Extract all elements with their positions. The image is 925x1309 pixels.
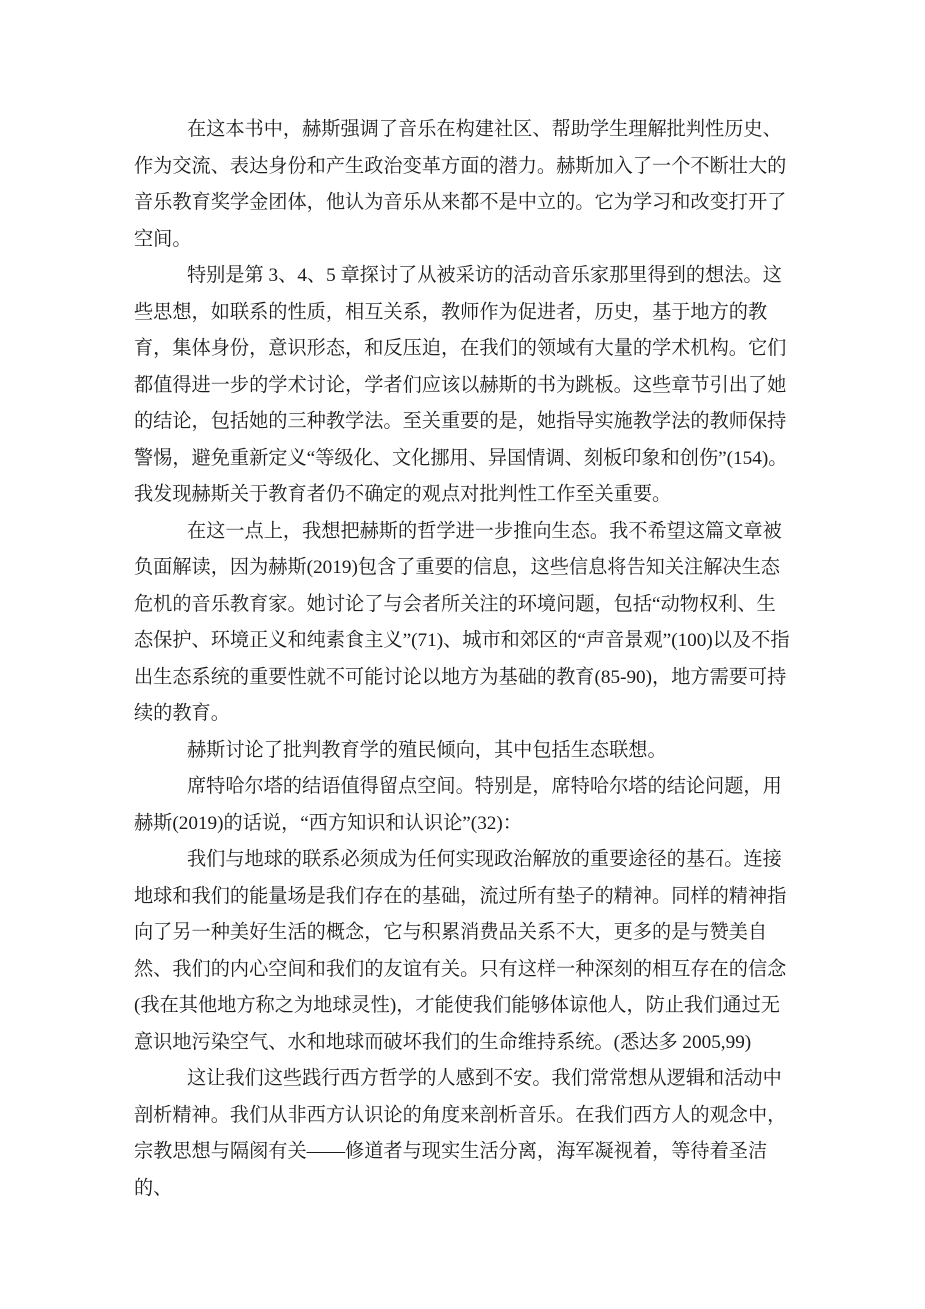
document-body [134, 112, 791, 1207]
paragraph-colonial-tendency: 赫斯讨论了批判教育学的殖民倾向，其中包括生态联想。 [187, 739, 667, 761]
paragraph-earth-quote: 我们与地球的联系必须成为任何实现政治解放的重要途径的基石。连接地球和我们的能量场是我们存在的基础，流过所有垫子的精神。同样的精神指向了另一种美好生活的概念，它与积累消费品关系不大，更多的是与赞美自然、我们的内心空间和我们的友谊有关。只有这样一种深刻的相互存在的信念(我在其他地方称之为地球灵性)，才能使我们能够体谅他人，防止我们通过无意识地污染空气、水和地球而破坏我们的生命维持系统。(悉达多 2005,99) [134, 849, 787, 1053]
paragraph-chapters-3-4-5: 特别是第 3、4、5 章探讨了从被采访的活动音乐家那里得到的想法。这些思想，如联系的性质，相互关系，教师作为促进者，历史，基于地方的教育，集体身份，意识形态，和反压迫，在我们的领域有大量的学术机构。它们都值得进一步的学术讨论，学者们应该以赫斯的书为跳板。这些章节引出了她的结论，包括她的三种教学法。至关重要的是，她指导实施教学法的教师保持警惕，避免重新定义“等级化、文化挪用、异国情调、刻板印象和创伤”(154)。我发现赫斯关于教育者仍不确定的观点对批判性工作至关重要。 [134, 265, 788, 505]
paragraph-book-summary: 在这本书中，赫斯强调了音乐在构建社区、帮助学生理解批判性历史、作为交流、表达身份和产生政治变革方面的潜力。赫斯加入了一个不断壮大的音乐教育奖学金团体，他认为音乐从来都不是中立的。它为学习和改变打开了空间。 [134, 119, 787, 250]
paragraph-ecology-extension: 在这一点上，我想把赫斯的哲学进一步推向生态。我不希望这篇文章被负面解读，因为赫斯(2019)包含了重要的信息，这些信息将告知关注解决生态危机的音乐教育家。她讨论了与会者所关注的环境问题，包括“动物权利、生态保护、环境正义和纯素食主义”(71)、城市和郊区的“声音景观”(100)以及不指出生态系统的重要性就不可能讨论以地方为基础的教育(85-90)，地方需要可持续的教育。 [134, 520, 790, 724]
paragraph-siddhartha-conclusion: 席特哈尔塔的结语值得留点空间。特别是，席特哈尔塔的结论问题，用赫斯(2019)的话说，“西方知识和认识论”(32)： [134, 776, 782, 834]
paragraph-western-philosophy: 这让我们这些践行西方哲学的人感到不安。我们常常想从逻辑和活动中剖析精神。我们从非西方认识论的角度来剖析音乐。在我们西方人的观念中，宗教思想与隔阂有关——修道者与现实生活分离，海军凝视着，等待着圣洁的、 [134, 1068, 787, 1199]
